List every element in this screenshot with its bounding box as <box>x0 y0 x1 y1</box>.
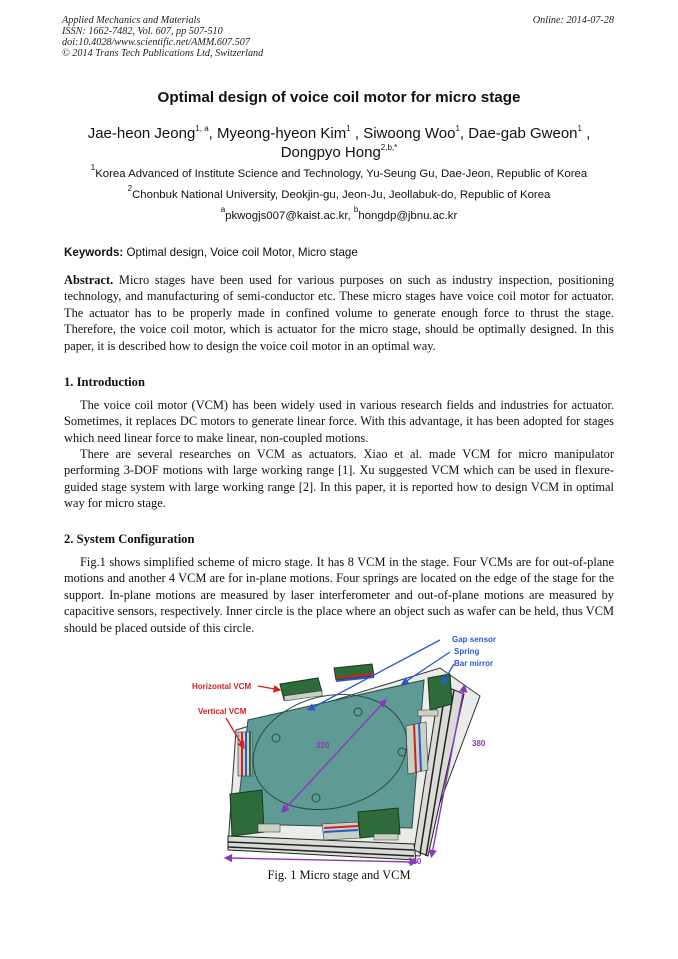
spring-label: Spring <box>454 647 480 656</box>
author-sup: 1 <box>455 124 460 133</box>
bar-mirror-label: Bar mirror <box>454 659 494 668</box>
micro-stage-illustration <box>188 628 508 868</box>
online-date: Online: 2014-07-28 <box>532 15 614 26</box>
stage-plate <box>236 680 424 828</box>
horizontal-vcm-label: Horizontal VCM <box>192 682 252 691</box>
side-dimension-label: 380 <box>472 739 486 748</box>
keywords-text: Optimal design, Voice coil Motor, Micro stage <box>123 246 358 259</box>
affiliation-sup: 2 <box>127 184 133 193</box>
keywords-label: Keywords: <box>64 246 124 259</box>
author-sup: 1, a <box>195 124 209 133</box>
email-b[interactable]: hongdp@jbnu.ac.kr <box>358 210 458 222</box>
author-name: Siwoong Woo <box>363 125 456 142</box>
paper-title: Optimal design of voice coil motor for micro stage <box>157 89 521 106</box>
vcm-right <box>406 722 428 774</box>
journal-issn: ISSN: 1662-7482, Vol. 607, pp 507-510 <box>62 26 223 37</box>
affiliation-2 <box>40 184 638 201</box>
section-heading-introduction: 1. Introduction <box>64 375 145 389</box>
horizontal-vcm-arrow <box>258 686 280 690</box>
author-sup: 2,b,* <box>380 143 398 152</box>
author-list <box>40 124 638 162</box>
intro-paragraph-2: There are several researches on VCM as actuators. Xiao et al. made VCM for micro manipulator performing 3-DOF motions with large working range [1]. Xu suggested VCM which can be used in flexure-guided stage system with large working range [2]. In this paper, it is reported how to design VCM in optimal way for micro stage. <box>64 447 614 511</box>
section-heading-system-configuration: 2. System Configuration <box>64 532 195 546</box>
email-sup: a <box>220 205 226 214</box>
author-name: Jae-heon Jeong <box>87 125 196 142</box>
figure-caption: Fig. 1 Micro stage and VCM <box>267 868 411 882</box>
bottom-dimension-label: 380 <box>408 857 422 866</box>
vcm-bottom-center <box>322 822 360 840</box>
figure-micro-stage <box>188 628 508 868</box>
vertical-vcm-label: Vertical VCM <box>198 707 247 716</box>
author-sup: 1 <box>346 124 351 133</box>
abstract-text: Micro stages have been used for various purposes on such as industry inspection, positioning technology, and manufacturing of semi-conductor etc. These micro stages have voice coil motor for actuator. The actuator has to be properly made in confined volume to generate enough force to thrust the stage. Therefore, the voice coil motor, which is actuator for the micro stage, should be optimally designed. In this paper, it is described how to design the voice coil motor in an optimal way. <box>64 273 614 353</box>
journal-name: Applied Mechanics and Materials <box>62 15 201 26</box>
author-sep: , <box>459 125 469 142</box>
abstract-label: Abstract. <box>64 273 114 287</box>
journal-doi: doi:10.4028/www.scientific.net/AMM.607.507 <box>62 37 250 48</box>
author-name: Myeong-hyeon Kim <box>216 125 347 142</box>
journal-header <box>62 15 422 59</box>
gap-sensor-label: Gap sensor <box>452 635 497 644</box>
affiliation-text: Chonbuk National University, Deokjin-gu, Jeon-Ju, Jeollabuk-do, Republic of Korea <box>132 189 551 201</box>
vcm-left <box>238 732 252 776</box>
author-sep: , <box>208 125 217 142</box>
email-a[interactable]: pkwogjs007@kaist.ac.kr, <box>225 210 354 222</box>
vcm-bottom-right <box>358 808 400 840</box>
system-paragraph-1: Fig.1 shows simplified scheme of micro stage. It has 8 VCM in the stage. Four VCMs are for out-of-plane motions and another 4 VCM are for in-plane motions. Four springs are located on the edge of the stage for the support. In-plane motions are measured by laser interferometer and out-of-plane motions are measured by capacitive sensors, respectively. Inner circle is the place where an object such as wafer can be held, thus VCM should be placed outside of this circle. <box>64 555 614 635</box>
author-sep: , <box>350 125 364 142</box>
author-sep: , <box>581 125 591 142</box>
abstract <box>64 272 614 354</box>
journal-copyright: © 2014 Trans Tech Publications Ltd, Switzerland <box>62 48 264 59</box>
author-name: Dongpyo Hong <box>280 144 381 161</box>
author-emails <box>40 205 638 222</box>
author-sup: 1 <box>577 124 582 133</box>
intro-paragraph-1: The voice coil motor (VCM) has been widely used in various research fields and industries for actuator. Sometimes, it replaces DC motors to generate linear force. With this advantage, it has been adopted for stages which need linear force to make linear, non-coupled motions. <box>64 398 614 445</box>
author-name: Dae-gab Gweon <box>468 125 578 142</box>
diameter-label: 320 <box>316 741 330 750</box>
affiliation-text: Korea Advanced of Institute Science and Technology, Yu-Seung Gu, Dae-Jeon, Republic of Korea <box>95 168 588 180</box>
email-sup: b <box>353 205 359 214</box>
affiliation-1 <box>40 163 638 180</box>
affiliation-sup: 1 <box>90 163 96 172</box>
keywords <box>64 246 358 259</box>
